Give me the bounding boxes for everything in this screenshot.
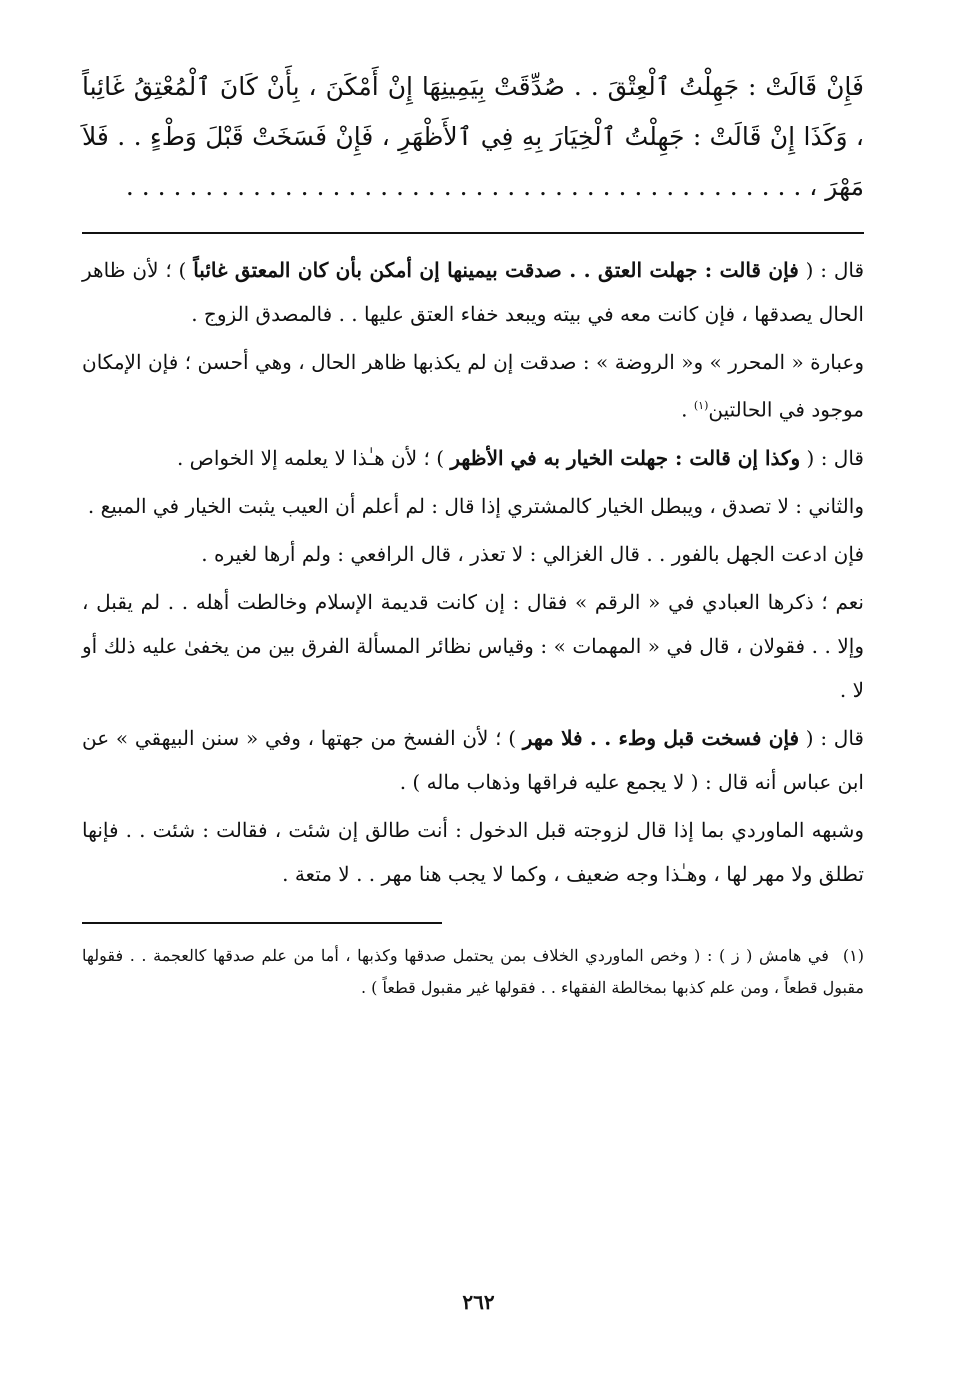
commentary-paragraph-6: نعم ؛ ذكرها العبادي في « الرقم » فقال : إن كانت قديمة الإسلام وخالطت أهله . . لم يقبل ، وإلا . . فقولان ، قال في « المهمات » : وقياس نظائر المسألة الفرق بين من يخفىٰ عليه ذلك أو لا .: [82, 589, 864, 702]
footnote-separator-rule: [82, 922, 442, 924]
commentary-paragraph-8: وشبهه الماوردي بما إذا قال لزوجته قبل الدخول : أنت طالق إن شئت ، فقالت : شئت . . فإنها تطلق ولا مهر لها ، وهـٰذا وجه ضعيف ، وكما لا يجب هنا مهر . . لا متعة .: [82, 817, 864, 886]
commentary-paragraph-5: فإن ادعت الجهل بالفور . . قال الغزالي : لا تعذر ، قال الرافعي : ولم أرها لغيره .: [201, 541, 864, 566]
matn-dots: . . . . . . . . . . . . . . . . . . . . . . . . . . . . . . . . . . . . . . . . . . .: [125, 172, 802, 201]
footnote-text: في هامش ( ز ) : ( وخص الماوردي الخلاف بمن يحتمل صدقها وكذبها ، أما من علم صدقها كالعجمة . . فقولها مقبول قطعاً ، ومن علم كذبها بمخالطة الفقهاء . . فقولها غير مقبول قطعاً ) .: [82, 945, 864, 997]
matn-line: فَإِنْ قَالَتْ : جَهِلْتُ ٱلْعِتْقَ . . صُدِّقَتْ بِيَمِينِهَا إِنْ أَمْكَنَ ، بِأَنْ كَانَ ٱلْمُعْتِقُ غَائِباً ، وَكَذَا إِنْ قَالَتْ : جَهِلْتُ ٱلْخِيَارَ بِهِ فِي ٱلأَظْهَرِ ، فَإِنْ فَسَخَتْ قَبْلَ وَطْءٍ . . فَلاَ مَهْرَ ،: [82, 72, 864, 201]
footnote-number: (١): [842, 945, 864, 965]
commentary-paragraph-3: قال : ( وكذا إن قالت : جهلت الخيار به في الأظهر ) ؛ لأن هـٰذا لا يعلمه إلا الخواص .: [176, 445, 864, 470]
commentary-paragraph-4: والثاني : لا تصدق ، ويبطل الخيار كالمشتري إذا قال : لم أعلم أن العيب يثبت الخيار في المبيع .: [87, 493, 864, 518]
page-body: [82, 62, 864, 1004]
quoted-matn: فإن قالت : جهلت العتق . . صدقت بيمينها إن أمكن بأن كان المعتق غائباً: [193, 258, 799, 282]
page-number: ٢٦٢: [462, 1290, 495, 1314]
quoted-matn: وكذا إن قالت : جهلت الخيار به في الأظهر: [450, 445, 801, 470]
commentary-paragraph-1: قال : ( فإن قالت : جهلت العتق . . صدقت بيمينها إن أمكن بأن كان المعتق غائباً ) ؛ لأن ظاهر الحال يصدقها ، فإن كانت معه في بيته ويبعد خفاء العتق عليها . . فالمصدق الزوج .: [82, 258, 864, 326]
footnote: [82, 940, 864, 1004]
quoted-matn: فإن فسخت قبل وطء . . فلا مهر: [522, 725, 800, 750]
matn-text: [82, 62, 864, 212]
matn-separator-rule: [82, 232, 864, 234]
commentary-paragraph-7: قال : ( فإن فسخت قبل وطء . . فلا مهر ) ؛ لأن الفسخ من جهتها ، وفي « سنن البيهقي » عن ابن عباس أنه قال : ( لا يجمع عليه فراقها وذهاب ماله ) .: [82, 725, 864, 794]
commentary-paragraph-2: وعبارة « المحرر » و« الروضة » : صدقت إن لم يكذبها ظاهر الحال ، وهي أحسن ؛ فإن الإمكان موجود في الحالتين$^{(١)}$ .: [82, 350, 864, 422]
footnote-ref[interactable]: (١): [693, 399, 709, 412]
